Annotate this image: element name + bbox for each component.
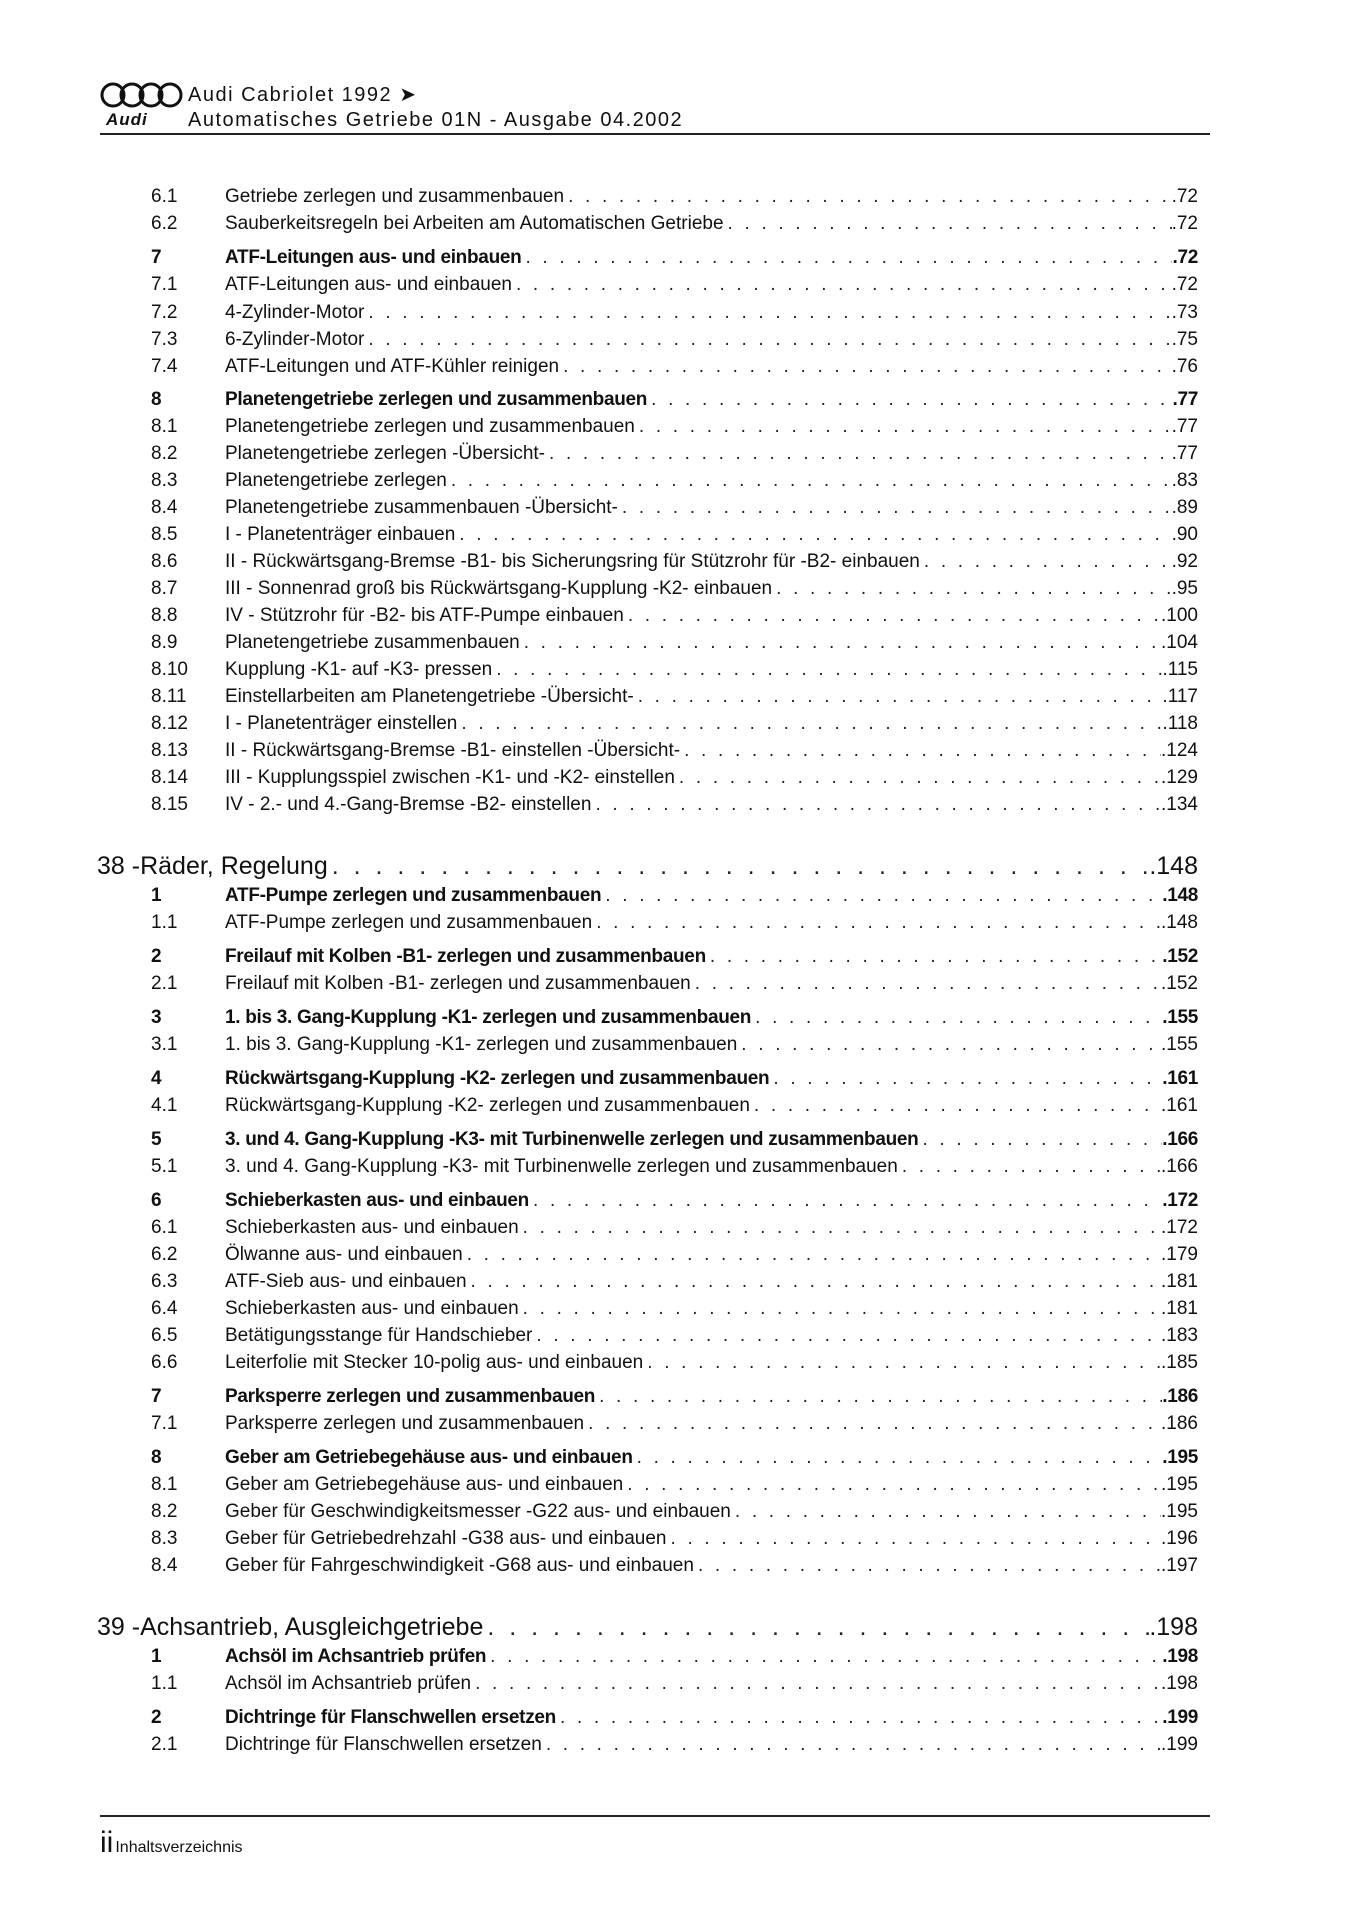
toc-entry-title: Dichtringe für Flanschwellen ersetzen <box>225 1734 542 1755</box>
dot-leader <box>471 1673 1161 1695</box>
toc-entry-title: II - Rückwärtsgang-Bremse -B1- bis Sicherungsring für Stützrohr für -B2- einbauen <box>225 551 920 572</box>
toc-entry <box>151 1068 1198 1090</box>
toc-entry-title: Getriebe zerlegen und zusammenbauen <box>225 186 565 207</box>
toc-entry-page: .179 <box>1161 1244 1198 1265</box>
toc-entry-page: .186 <box>1161 1413 1198 1434</box>
toc-entry <box>151 973 1198 995</box>
toc-entry-number: 8.3 <box>151 470 178 491</box>
toc-entry-title: Planetengetriebe zerlegen <box>225 470 447 491</box>
document-title: Audi Cabriolet 1992 ➤ <box>188 84 418 106</box>
toc-entry-number: 7.1 <box>151 274 178 295</box>
dot-leader <box>447 470 1172 492</box>
toc-entry <box>151 1325 1198 1347</box>
toc-entry-page: .73 <box>1171 302 1198 323</box>
toc-entry <box>151 247 1198 269</box>
dot-leader <box>694 1555 1161 1577</box>
toc-entry-number: 8.1 <box>151 1474 178 1495</box>
dot-leader <box>680 740 1161 762</box>
dot-leader <box>564 186 1172 208</box>
brand-wordmark: Audi <box>106 110 148 129</box>
toc-entry-title: III - Sonnenrad groß bis Rückwärtsgang-Kupplung -K2- einbauen <box>225 578 773 599</box>
toc-entry-number: 6.5 <box>151 1325 178 1346</box>
dot-leader <box>483 1613 1149 1642</box>
toc-entry-number: 8.9 <box>151 632 178 653</box>
toc-entry-number: 1.1 <box>151 1673 178 1694</box>
dot-leader <box>364 329 1171 351</box>
toc-entry-title: Räder, Regelung <box>140 852 328 880</box>
toc-entry <box>151 767 1198 789</box>
toc-entry-number: 1 <box>151 1646 162 1667</box>
toc-entry-number: 1 <box>151 885 162 906</box>
page-footer <box>100 1826 243 1860</box>
dot-leader <box>486 1646 1162 1668</box>
toc-entry-page: .152 <box>1161 973 1198 994</box>
toc-entry-title: Planetengetriebe zusammenbauen <box>225 632 520 653</box>
toc-entry-title: Freilauf mit Kolben -B1- zerlegen und zusammenbauen <box>225 973 691 994</box>
toc-entry-page: .92 <box>1171 551 1198 572</box>
dot-leader <box>492 659 1162 681</box>
dot-leader <box>751 1007 1162 1029</box>
dot-leader <box>769 1068 1162 1090</box>
toc-entry-number: 8.1 <box>151 416 178 437</box>
toc-entry <box>151 389 1198 411</box>
toc-chapter <box>97 852 1198 881</box>
toc-entry-title: Ölwanne aus- und einbauen <box>225 1244 463 1265</box>
toc-entry <box>151 1386 1198 1408</box>
toc-entry-number: 7.4 <box>151 356 178 377</box>
toc-entry-title: Freilauf mit Kolben -B1- zerlegen und zusammenbauen <box>225 946 706 967</box>
toc-entry-number: 8.2 <box>151 443 178 464</box>
toc-entry <box>151 1217 1198 1239</box>
document-subtitle: Automatisches Getriebe 01N - Ausgabe 04.2002 <box>188 109 684 131</box>
dot-leader <box>731 1501 1161 1523</box>
toc-entry <box>151 1156 1198 1178</box>
toc-entry-number: 6.2 <box>151 1244 178 1265</box>
dot-leader <box>467 1271 1161 1293</box>
toc-entry-number: 6.6 <box>151 1352 178 1373</box>
toc-entry <box>151 713 1198 735</box>
dot-leader <box>519 1298 1161 1320</box>
audi-rings-logo <box>100 82 184 108</box>
toc-entry <box>151 794 1198 816</box>
toc-entry-page: .72 <box>1172 247 1198 268</box>
toc-entry <box>151 1007 1198 1029</box>
toc-entry-number: 3 <box>151 1007 162 1028</box>
toc-entry-title: Planetengetriebe zerlegen -Übersicht- <box>225 443 546 464</box>
toc-entry-number: 4.1 <box>151 1095 178 1116</box>
toc-entry-page: .148 <box>1162 885 1198 906</box>
toc-entry <box>151 1190 1198 1212</box>
toc-entry-title: Geber am Getriebegehäuse aus- und einbauen <box>225 1447 633 1468</box>
toc-entry-page: .195 <box>1161 1474 1198 1495</box>
toc-entry <box>151 1734 1198 1756</box>
dot-leader <box>634 686 1163 708</box>
dot-leader <box>618 497 1172 519</box>
toc-entry-number: 8.8 <box>151 605 178 626</box>
toc-entry-page: .181 <box>1161 1298 1198 1319</box>
toc-entry <box>151 632 1198 654</box>
toc-entry-title: Einstellarbeiten am Planetengetriebe -Übersicht- <box>225 686 634 707</box>
toc-entry <box>151 1501 1198 1523</box>
toc-entry-title: 3. und 4. Gang-Kupplung -K3- mit Turbinenwelle zerlegen und zusammenbauen <box>225 1156 898 1177</box>
toc-entry-title: ATF-Sieb aus- und einbauen <box>225 1271 467 1292</box>
toc-entry <box>151 1555 1198 1577</box>
toc-entry-title: Schieberkasten aus- und einbauen <box>225 1298 519 1319</box>
dot-leader <box>328 852 1150 881</box>
dot-leader <box>455 524 1171 546</box>
toc-entry-title: 1. bis 3. Gang-Kupplung -K1- zerlegen und zusammenbauen <box>225 1034 738 1055</box>
toc-entry-number: 8.2 <box>151 1501 178 1522</box>
dot-leader <box>624 605 1161 627</box>
dot-leader <box>691 973 1161 995</box>
toc-entry-title: Schieberkasten aus- und einbauen <box>225 1217 519 1238</box>
toc-entry-page: .75 <box>1171 329 1198 350</box>
toc-entry <box>151 1707 1198 1729</box>
toc-entry <box>151 1673 1198 1695</box>
toc-entry-number: 8.13 <box>151 740 188 761</box>
dot-leader <box>643 1352 1161 1374</box>
toc-entry-page: .161 <box>1162 1068 1198 1089</box>
dot-leader <box>556 1707 1162 1729</box>
toc-entry <box>151 186 1198 208</box>
toc-entry-title: Parksperre zerlegen und zusammenbauen <box>225 1413 585 1434</box>
toc-entry-number: 8.5 <box>151 524 178 545</box>
toc-entry-number: 8.7 <box>151 578 178 599</box>
toc-entry-title: Betätigungsstange für Handschieber <box>225 1325 533 1346</box>
dot-leader <box>623 1474 1161 1496</box>
toc-entry-title: Kupplung -K1- auf -K3- pressen <box>225 659 493 680</box>
toc-entry-number: 6.2 <box>151 213 178 234</box>
toc-entry <box>151 1528 1198 1550</box>
toc-entry <box>151 659 1198 681</box>
toc-entry-page: .199 <box>1162 1707 1198 1728</box>
toc-entry <box>151 885 1198 907</box>
dot-leader <box>595 1386 1162 1408</box>
toc-entry <box>151 470 1198 492</box>
toc-entry-page: .124 <box>1161 740 1198 761</box>
dot-leader <box>520 632 1161 654</box>
toc-entry <box>151 686 1198 708</box>
toc-entry-number: 8.10 <box>151 659 188 680</box>
toc-entry-title: ATF-Leitungen aus- und einbauen <box>225 274 512 295</box>
toc-entry <box>151 1447 1198 1469</box>
toc-entry <box>151 443 1198 465</box>
toc-entry-number: 2.1 <box>151 1734 178 1755</box>
toc-entry <box>151 1413 1198 1435</box>
dot-leader <box>463 1244 1161 1266</box>
toc-entry-page: .72 <box>1171 213 1198 234</box>
toc-entry-page: .172 <box>1161 1217 1198 1238</box>
toc-entry-title: ATF-Pumpe zerlegen und zusammenbauen <box>225 885 602 906</box>
toc-entry-number: 6.1 <box>151 1217 178 1238</box>
toc-entry-title: Achsöl im Achsantrieb prüfen <box>225 1646 487 1667</box>
toc-entry-number: 6 <box>151 1190 162 1211</box>
dot-leader <box>601 885 1162 907</box>
toc-chapter <box>97 1613 1198 1642</box>
toc-entry-page: .118 <box>1162 713 1198 734</box>
toc-entry-title: Sauberkeitsregeln bei Arbeiten am Automatischen Getriebe <box>225 213 724 234</box>
toc-entry-title: 4-Zylinder-Motor <box>225 302 365 323</box>
toc-entry-title: I - Planetenträger einbauen <box>225 524 456 545</box>
dot-leader <box>519 1217 1161 1239</box>
toc-entry-title: Rückwärtsgang-Kupplung -K2- zerlegen und zusammenbauen <box>225 1095 750 1116</box>
toc-entry-number: 3.1 <box>151 1034 178 1055</box>
toc-entry-number: 39 - <box>97 1613 141 1641</box>
toc-entry-title: Planetengetriebe zerlegen und zusammenbauen <box>225 389 648 410</box>
dot-leader <box>512 274 1172 296</box>
toc-entry-number: 7 <box>151 247 162 268</box>
toc-entry-number: 7.1 <box>151 1413 178 1434</box>
toc-entry-page: .199 <box>1161 1734 1198 1755</box>
toc-entry-number: 8.15 <box>151 794 188 815</box>
dot-leader <box>591 794 1161 816</box>
toc-entry-number: 6.1 <box>151 186 178 207</box>
dot-leader <box>706 946 1162 968</box>
toc-entry <box>151 1244 1198 1266</box>
toc-entry-page: .166 <box>1161 1156 1198 1177</box>
toc-entry-page: .148 <box>1149 852 1198 880</box>
dot-leader <box>521 247 1172 269</box>
dot-leader <box>457 713 1162 735</box>
toc-entry-number: 8.4 <box>151 497 178 518</box>
toc-entry <box>151 551 1198 573</box>
dot-leader <box>750 1095 1161 1117</box>
toc-entry-page: .72 <box>1171 274 1198 295</box>
toc-entry-page: .195 <box>1162 1447 1198 1468</box>
toc-entry-number: 8.3 <box>151 1528 178 1549</box>
toc-entry-title: Leiterfolie mit Stecker 10-polig aus- und einbauen <box>225 1352 644 1373</box>
dot-leader <box>772 578 1171 600</box>
toc-entry-page: .185 <box>1161 1352 1198 1373</box>
toc-entry-page: .181 <box>1161 1271 1198 1292</box>
toc-entry-number: 2.1 <box>151 973 178 994</box>
toc-entry <box>151 1298 1198 1320</box>
toc-entry-title: Geber für Getriebedrehzahl -G38 aus- und einbauen <box>225 1528 667 1549</box>
toc-entry <box>151 1271 1198 1293</box>
toc-entry <box>151 946 1198 968</box>
toc-entry-page: .83 <box>1171 470 1198 491</box>
toc-entry <box>151 497 1198 519</box>
dot-leader <box>542 1734 1161 1756</box>
dot-leader <box>635 416 1172 438</box>
toc-entry <box>151 416 1198 438</box>
toc-entry-title: 3. und 4. Gang-Kupplung -K3- mit Turbinenwelle zerlegen und zusammenbauen <box>225 1129 919 1150</box>
toc-entry-title: Rückwärtsgang-Kupplung -K2- zerlegen und zusammenbauen <box>225 1068 770 1089</box>
toc-entry <box>151 356 1198 378</box>
toc-entry <box>151 302 1198 324</box>
toc-entry <box>151 213 1198 235</box>
toc-entry-number: 6.4 <box>151 1298 178 1319</box>
dot-leader <box>364 302 1171 324</box>
toc-entry-page: .117 <box>1162 686 1198 707</box>
toc-entry <box>151 274 1198 296</box>
toc-entry-title: Achsantrieb, Ausgleichgetriebe <box>140 1613 484 1641</box>
toc-entry-page: .198 <box>1162 1646 1198 1667</box>
toc-entry-number: 8.12 <box>151 713 188 734</box>
toc-entry-number: 2 <box>151 946 162 967</box>
toc-entry <box>151 1352 1198 1374</box>
dot-leader <box>584 1413 1161 1435</box>
toc-entry-title: Geber für Geschwindigkeitsmesser -G22 aus- und einbauen <box>225 1501 731 1522</box>
toc-entry-title: Dichtringe für Flanschwellen ersetzen <box>225 1707 556 1728</box>
toc-entry-title: Planetengetriebe zerlegen und zusammenbauen <box>225 416 635 437</box>
toc-entry-page: .172 <box>1162 1190 1198 1211</box>
toc-entry <box>151 1646 1198 1668</box>
toc-entry-number: 1.1 <box>151 912 178 933</box>
toc-entry-page: .115 <box>1162 659 1198 680</box>
toc-entry-number: 8 <box>151 1447 162 1468</box>
toc-entry-title: I - Planetenträger einstellen <box>225 713 458 734</box>
toc-entry-page: .183 <box>1161 1325 1198 1346</box>
toc-entry-page: .104 <box>1161 632 1198 653</box>
toc-entry-number: 8 <box>151 389 162 410</box>
toc-entry-page: .77 <box>1172 389 1198 410</box>
toc-entry-page: .148 <box>1161 912 1198 933</box>
toc-entry-number: 8.4 <box>151 1555 178 1576</box>
toc-entry-title: IV - 2.- und 4.-Gang-Bremse -B2- einstellen <box>225 794 592 815</box>
toc-entry-number: 7 <box>151 1386 162 1407</box>
dot-leader <box>559 356 1171 378</box>
dot-leader <box>737 1034 1161 1056</box>
toc-entry <box>151 1129 1198 1151</box>
toc-entry-page: .76 <box>1171 356 1198 377</box>
toc-entry-page: .95 <box>1171 578 1198 599</box>
toc-entry <box>151 912 1198 934</box>
toc-entry-number: 5 <box>151 1129 162 1150</box>
toc-entry-page: .198 <box>1161 1673 1198 1694</box>
toc-entry-title: Schieberkasten aus- und einbauen <box>225 1190 529 1211</box>
toc-entry-title: 6-Zylinder-Motor <box>225 329 365 350</box>
toc-entry-number: 7.2 <box>151 302 178 323</box>
toc-entry-page: .195 <box>1161 1501 1198 1522</box>
toc-entry-page: .100 <box>1161 605 1198 626</box>
toc-entry <box>151 329 1198 351</box>
footer-divider <box>100 1815 1210 1817</box>
toc-entry-page: .161 <box>1161 1095 1198 1116</box>
toc-entry-number: 7.3 <box>151 329 178 350</box>
dot-leader <box>898 1156 1161 1178</box>
toc-entry <box>151 578 1198 600</box>
page-header <box>100 78 1210 134</box>
toc-entry-page: .155 <box>1162 1007 1198 1028</box>
toc-entry-title: III - Kupplungsspiel zwischen -K1- und -K2- einstellen <box>225 767 675 788</box>
dot-leader <box>675 767 1161 789</box>
toc-entry-page: .186 <box>1162 1386 1198 1407</box>
toc-entry-title: ATF-Leitungen aus- und einbauen <box>225 247 522 268</box>
toc-entry <box>151 524 1198 546</box>
toc-entry-title: IV - Stützrohr für -B2- bis ATF-Pumpe einbauen <box>225 605 624 626</box>
toc-entry-title: Planetengetriebe zusammenbauen -Übersicht- <box>225 497 618 518</box>
dot-leader <box>920 551 1172 573</box>
toc-entry-page: .77 <box>1171 416 1198 437</box>
toc-entry-page: .152 <box>1162 946 1198 967</box>
toc-entry-page: .89 <box>1171 497 1198 518</box>
toc-entry-page: .77 <box>1171 443 1198 464</box>
toc-entry <box>151 605 1198 627</box>
toc-entry-page: .166 <box>1162 1129 1198 1150</box>
toc-entry <box>151 740 1198 762</box>
toc-entry-page: .72 <box>1171 186 1198 207</box>
toc-entry-page: .129 <box>1161 767 1198 788</box>
dot-leader <box>918 1129 1162 1151</box>
toc-entry-title: ATF-Pumpe zerlegen und zusammenbauen <box>225 912 593 933</box>
toc-entry-title: Geber am Getriebegehäuse aus- und einbauen <box>225 1474 624 1495</box>
dot-leader <box>532 1325 1161 1347</box>
toc-entry-page: .196 <box>1161 1528 1198 1549</box>
footer-label: Inhaltsverzeichnis <box>115 1839 243 1856</box>
toc-entry-title: Achsöl im Achsantrieb prüfen <box>225 1673 472 1694</box>
toc-entry-page: .134 <box>1161 794 1198 815</box>
toc-entry-title: II - Rückwärtsgang-Bremse -B1- einstellen -Übersicht- <box>225 740 681 761</box>
toc-entry-page: .197 <box>1161 1555 1198 1576</box>
toc-entry-number: 5.1 <box>151 1156 178 1177</box>
dot-leader <box>529 1190 1162 1212</box>
toc-entry-number: 4 <box>151 1068 162 1089</box>
toc-entry <box>151 1034 1198 1056</box>
footer-page-number: ii <box>100 1826 114 1859</box>
toc-entry <box>151 1095 1198 1117</box>
toc-entry-title: ATF-Leitungen und ATF-Kühler reinigen <box>225 356 560 377</box>
toc-entry-page: .90 <box>1171 524 1198 545</box>
header-divider <box>100 133 1210 135</box>
dot-leader <box>667 1528 1162 1550</box>
toc-entry-title: Geber für Fahrgeschwindigkeit -G68 aus- und einbauen <box>225 1555 694 1576</box>
toc-entry-title: Parksperre zerlegen und zusammenbauen <box>225 1386 596 1407</box>
toc-entry-number: 8.6 <box>151 551 178 572</box>
dot-leader <box>647 389 1172 411</box>
toc-entry-number: 8.11 <box>151 686 187 707</box>
toc-entry-number: 2 <box>151 1707 162 1728</box>
toc-entry-number: 38 - <box>97 852 141 880</box>
toc-entry-title: 1. bis 3. Gang-Kupplung -K1- zerlegen und zusammenbauen <box>225 1007 752 1028</box>
dot-leader <box>592 912 1161 934</box>
toc-entry-number: 6.3 <box>151 1271 178 1292</box>
dot-leader <box>633 1447 1163 1469</box>
toc-entry-number: 8.14 <box>151 767 188 788</box>
toc-entry-page: .155 <box>1161 1034 1198 1055</box>
dot-leader <box>545 443 1172 465</box>
toc-entry <box>151 1474 1198 1496</box>
dot-leader <box>724 213 1172 235</box>
toc-entry-page: .198 <box>1149 1613 1198 1641</box>
